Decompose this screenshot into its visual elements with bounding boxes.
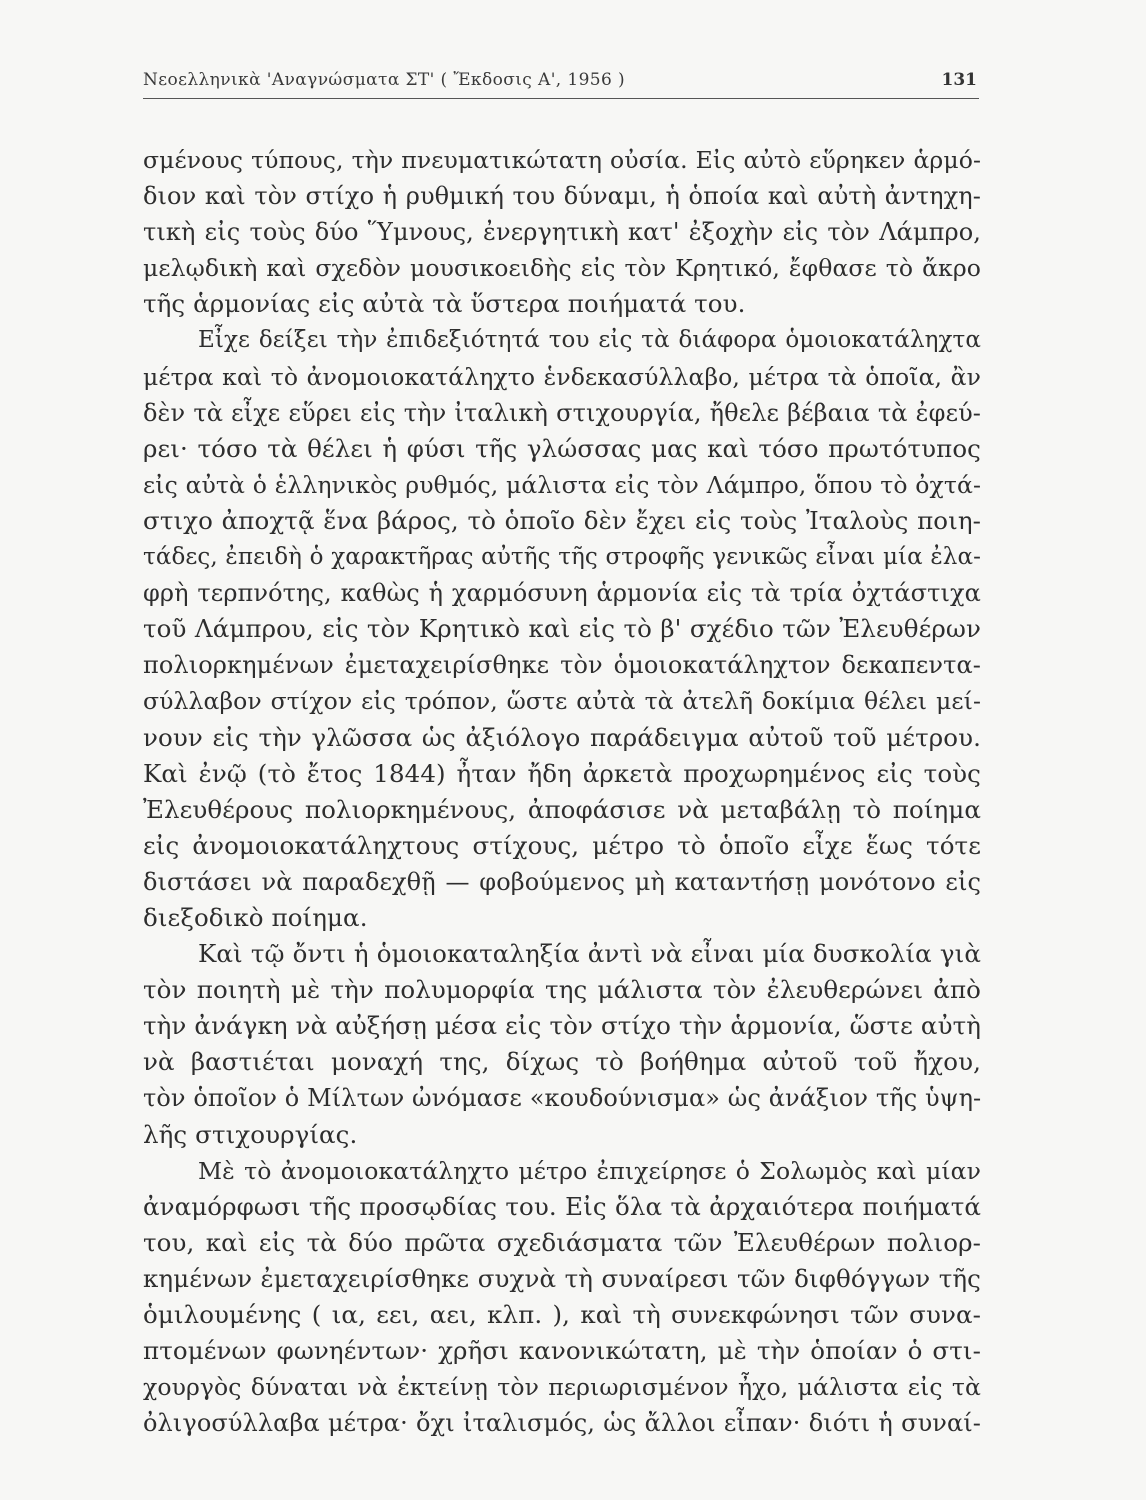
text-line: μελῳδικὴ καὶ σχεδὸν μουσικοειδὴς εἰς τὸν Κρητικό, ἔφθασε τὸ ἄκρο [143,254,981,283]
text-line: πολιορκημένων ἐμεταχειρίσθηκε τὸν ὁμοιοκατάληχτον δεκαπεντα- [143,651,981,680]
text-line: λῆς στιχουργίας. [143,1119,358,1149]
text-line: μέτρα καὶ τὸ ἀνομοιοκατάληχτο ἑνδεκασύλλαβο, μέτρα τὰ ὁποῖα, ἂν [143,362,981,391]
text-line: κημένων ἐμεταχειρίσθηκε συχνὰ τὴ συναίρεσι τῶν διφθόγγων τῆς [143,1263,981,1293]
text-line: Εἶχε δείξει τὴν ἐπιδεξιότητά του εἰς τὰ διάφορα ὁμοιοκατάληχτα [198,327,981,354]
text-line: τὸν ὁποῖον ὁ Μίλτων ὠνόμασε «κουδούνισμα» ὡς ἀνάξιον τῆς ὑψη- [143,1084,982,1113]
text-line: τοῦ Λάμπρου, εἰς τὸν Κρητικὸ καὶ εἰς τὸ β' σχέδιο τῶν Ἐλευθέρων [143,614,981,644]
text-line: τάδες, ἐπειδὴ ὁ χαρακτῆρας αὐτῆς τῆς στροφῆς γενικῶς εἶναι μία ἐλα- [143,544,981,571]
text-line: δὲν τὰ εἶχε εὕρει εἰς τὴν ἰταλικὴ στιχουργία, ἤθελε βέβαια τὰ ἐφεύ- [143,398,981,427]
text-line: τὴν ἀνάγκη νὰ αὐξήσῃ μέσα εἰς τὸν στίχο τὴν ἁρμονία, ὥστε αὐτὴ [143,1011,981,1041]
text-line: του, καὶ εἰς τὰ δύο πρῶτα σχεδιάσματα τῶν Ἐλευθέρων πολιορ- [143,1227,981,1257]
text-line: ὀλιγοσύλλαβα μέτρα· ὄχι ἰταλισμός, ὡς ἄλλοι εἶπαν· διότι ἡ συναί- [143,1409,981,1438]
header-title: Νεοελληνικὰ 'Αναγνώσματα ΣΤ' ( Ἔκδοσις Α', 1956 ) [143,70,626,90]
text-line: τικὴ εἰς τοὺς δύο Ὕμνους, ἐνεργητικὴ κατ' ἐξοχὴν εἰς τὸν Λάμπρο, [143,218,981,247]
text-line: Καὶ τῷ ὄντι ἡ ὁμοιοκαταληξία ἀντὶ νὰ εἶναι μία δυσκολία γιὰ [198,939,981,969]
text-line: εἰς αὐτὰ ὁ ἑλληνικὸς ρυθμός, μάλιστα εἰς τὸν Λάμπρο, ὅπου τὸ ὀχτά- [143,470,981,499]
text-line: σύλλαβον στίχον εἰς τρόπον, ὥστε αὐτὰ τὰ ἀτελῆ δοκίμια θέλει μεί- [143,687,981,716]
text-line: νουν εἰς τὴν γλῶσσα ὡς ἀξιόλογο παράδειγμα αὐτοῦ τοῦ μέτρου. [143,722,981,752]
text-line: διον καὶ τὸν στίχο ἡ ρυθμική του δύναμι, ἡ ὁποία καὶ αὐτὴ ἀντηχη- [143,182,981,211]
text-line: Καὶ ἐνῷ (τὸ ἔτος 1844) ἦταν ἤδη ἀρκετὰ προχωρημένος εἰς τοὺς [143,758,981,788]
text-line: νὰ βαστιέται μοναχή της, δίχως τὸ βοήθημα αὐτοῦ τοῦ ἤχου, [143,1047,981,1077]
text-line: στιχο ἀποχτᾷ ἕνα βάρος, τὸ ὁποῖο δὲν ἔχει εἰς τοὺς Ἰταλοὺς ποιη- [143,505,981,535]
text-line: Μὲ τὸ ἀνομοιοκατάληχτο μέτρο ἐπιχείρησε ὁ Σολωμὸς καὶ μίαν [198,1156,981,1185]
text-line: τὸν ποιητὴ μὲ τὴν πολυμορφία της μάλιστα τὸν ἐλευθερώνει ἀπὸ [143,975,981,1005]
text-line: ρει· τόσο τὰ θέλει ἡ φύσι τῆς γλώσσας μας καὶ τόσο πρωτότυπος [143,433,981,463]
body-text [143,142,981,1441]
text-line: ἀναμόρφωσι τῆς προσῳδίας του. Εἰς ὅλα τὰ ἀρχαιότερα ποιήματά [143,1191,981,1221]
text-line: ὁμιλουμένης ( ια, εει, αει, κλπ. ), καὶ τὴ συνεκφώνησι τῶν συνα- [143,1300,981,1329]
text-line: Ἐλευθέρους πολιορκημένους, ἀποφάσισε νὰ μεταβάλῃ τὸ ποίημα [143,794,981,824]
page-number: 131 [941,70,977,90]
text-line: φρὴ τερπνότης, καθὼς ἡ χαρμόσυνη ἁρμονία εἰς τὰ τρία ὀχτάστιχα [143,579,981,608]
running-header [143,66,979,99]
text-line: διστάσει νὰ παραδεχθῇ — φοβούμενος μὴ καταντήσῃ μονότονο εἰς [143,867,981,896]
text-line: χουργὸς δύναται νὰ ἐκτείνῃ τὸν περιωρισμένον ἦχο, μάλιστα εἰς τὰ [143,1373,981,1402]
text-line: εἰς ἀνομοιοκατάληχτους στίχους, μέτρο τὸ ὁποῖο εἶχε ἕως τότε [143,830,981,860]
text-line: διεξοδικὸ ποίημα. [143,902,368,932]
text-line: τῆς ἁρμονίας εἰς αὐτὰ τὰ ὕστερα ποιήματά του. [143,289,746,319]
text-line: σμένους τύπους, τὴν πνευματικώτατη οὐσία. Εἰς αὐτὸ εὕρηκεν ἁρμό- [143,146,981,174]
text-line: πτομένων φωνηέντων· χρῆσι κανονικώτατη, μὲ τὴν ὁποίαν ὁ στι- [143,1336,981,1366]
